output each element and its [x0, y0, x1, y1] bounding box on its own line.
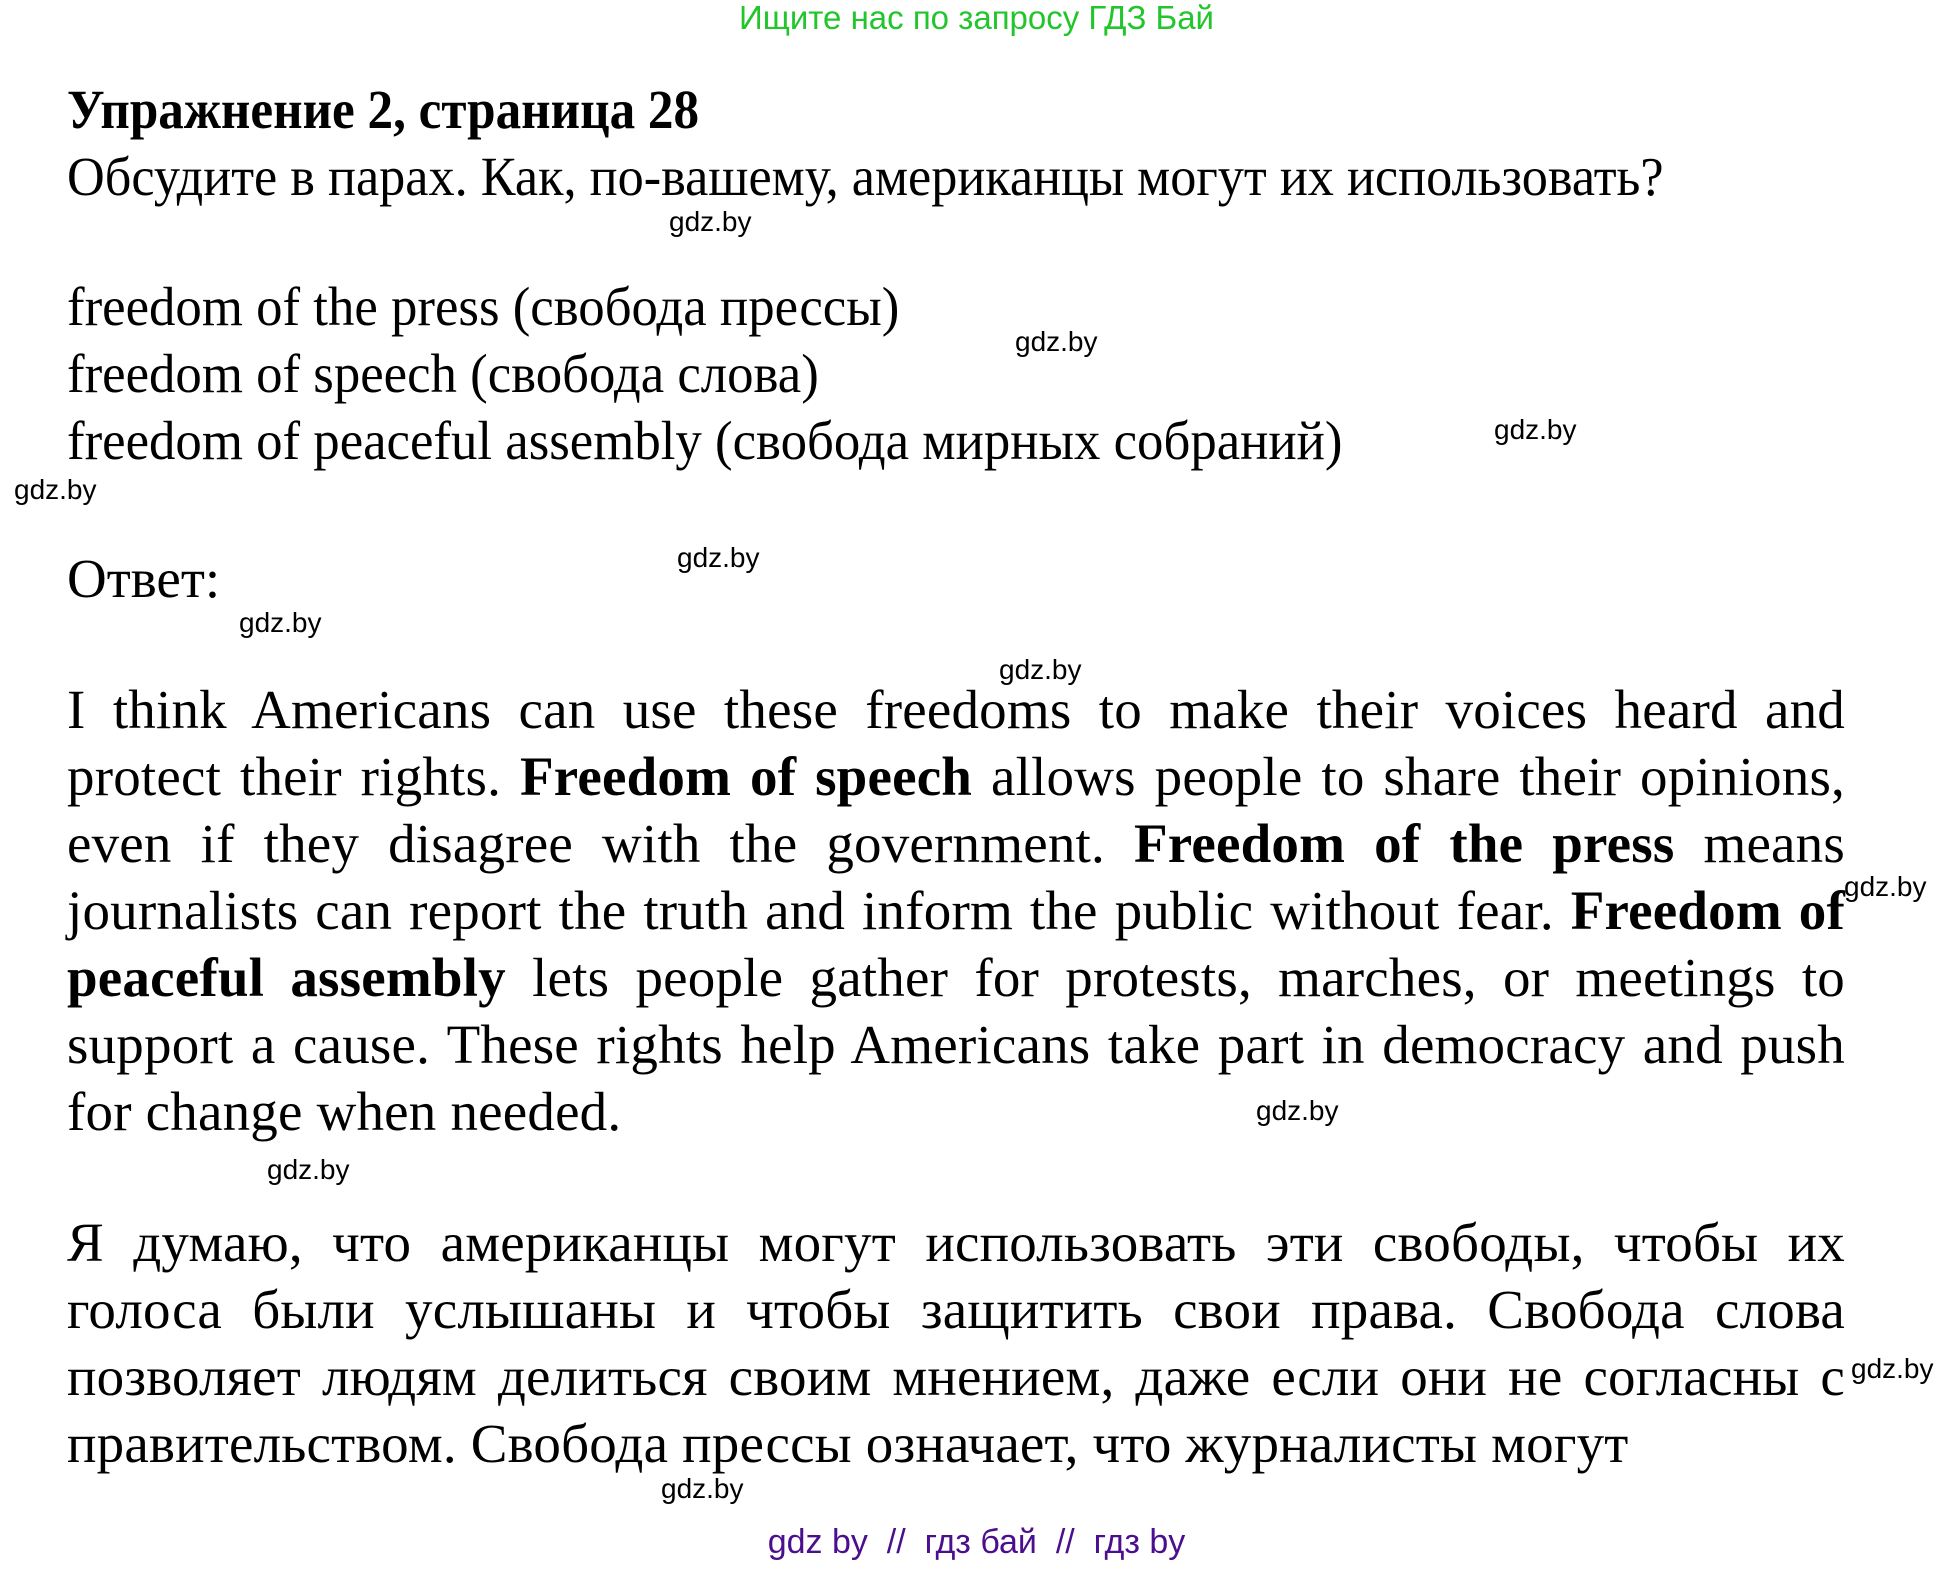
- watermark: gdz.by: [999, 654, 1082, 685]
- exercise-question: Обсудите в парах. Как, по-вашему, американцы могут их использовать?: [67, 146, 1664, 207]
- watermark: gdz.by: [1851, 1353, 1934, 1384]
- answer-russian-paragraph: Я думаю, что американцы могут использовать эти свободы, чтобы их голоса были услышаны и чтобы защитить свои права. Свобода слова позволяет людям делиться своим мнением, даже если они не согласны с правительством. Свобода прессы означает, что журналисты могут: [67, 1212, 1845, 1474]
- watermark: gdz.by: [267, 1154, 350, 1185]
- watermark: gdz.by: [669, 206, 752, 237]
- watermark: gdz.by: [1494, 414, 1577, 445]
- answer-english-paragraph: [67, 676, 1845, 1145]
- watermark: gdz.by: [1015, 326, 1098, 357]
- watermark: gdz.by: [239, 607, 322, 638]
- watermark: gdz.by: [1844, 871, 1927, 902]
- answer-text: lets people gather for protests, marches, or meetings to support a cause. These rights help Americans take part in democracy and push for change when needed.: [67, 947, 1845, 1142]
- bold-term-assembly: Freedom of peaceful assembly: [67, 880, 1845, 1008]
- site-banner[interactable]: Ищите нас по запросу ГДЗ Бай: [739, 0, 1214, 36]
- watermark: gdz.by: [661, 1473, 744, 1504]
- watermark: gdz.by: [1256, 1095, 1339, 1126]
- answer-text: allows people to share their opinions, even if they disagree with the government.: [67, 746, 1846, 874]
- watermark: gdz.by: [14, 474, 97, 505]
- bold-term-speech: Freedom of speech: [519, 746, 973, 807]
- freedom-item-assembly: freedom of peaceful assembly (свобода мирных собраний): [67, 410, 1343, 471]
- freedom-item-press: freedom of the press (свобода прессы): [67, 276, 900, 337]
- watermark: gdz.by: [677, 542, 760, 573]
- footer-links[interactable]: gdz by // гдз бай // гдз by: [767, 1523, 1186, 1561]
- freedom-item-speech: freedom of speech (свобода слова): [67, 343, 819, 404]
- bold-term-press: Freedom of the press: [1133, 813, 1675, 874]
- exercise-title: Упражнение 2, страница 28: [67, 79, 700, 140]
- answer-label: Ответ:: [67, 548, 221, 609]
- answer-text: means journalists can report the truth and inform the public without fear.: [67, 813, 1845, 941]
- answer-text: I think Americans can use these freedoms to make their voices heard and protect their rights.: [67, 679, 1845, 807]
